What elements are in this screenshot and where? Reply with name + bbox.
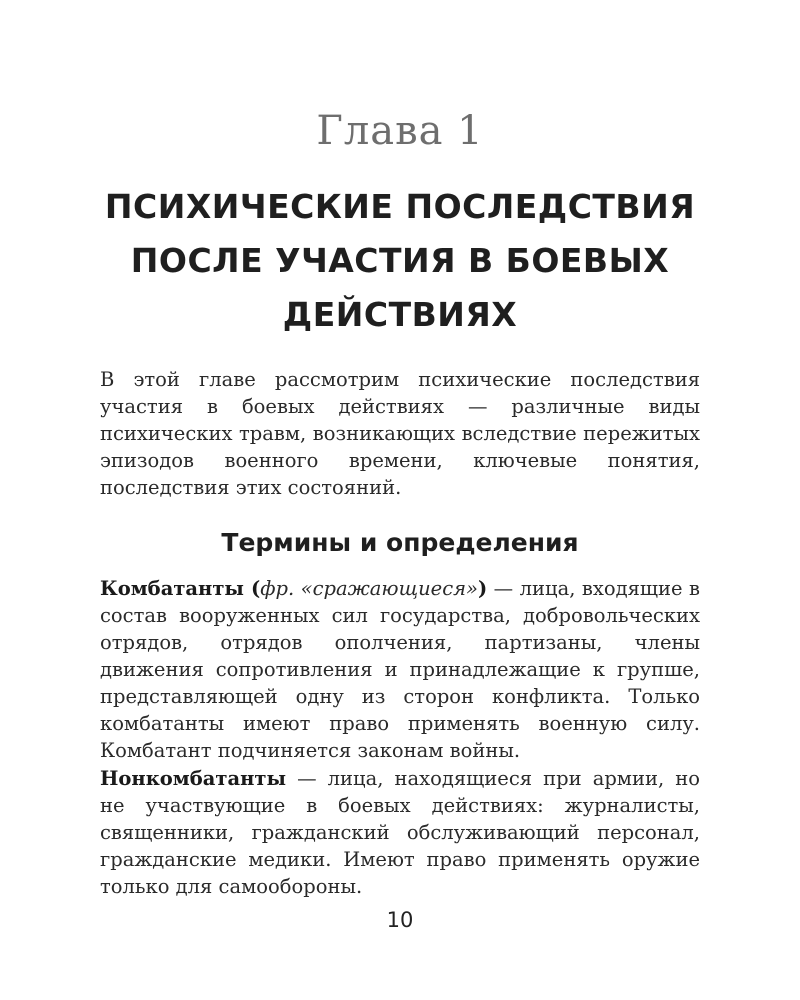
intro-paragraph: В этой главе рассмотрим психические последствия участия в боевых действиях — различные виды психических травм, возникающих вследствие пережитых эпизодов военного времени, ключевые понятия, последствия этих состояний. bbox=[100, 368, 700, 499]
definition-paragraph-combatants bbox=[100, 575, 700, 764]
term-name: Нонкомбатанты bbox=[100, 767, 286, 790]
term-name: Комбатанты bbox=[100, 577, 244, 600]
chapter-label: Глава 1 bbox=[316, 108, 484, 154]
chapter-title-line: ПСИХИЧЕСКИЕ ПОСЛЕДСТВИЯ bbox=[104, 187, 696, 226]
chapter-title-line: ДЕЙСТВИЯХ bbox=[282, 295, 518, 334]
chapter-title bbox=[100, 180, 700, 342]
definition-paragraph-noncombatants bbox=[100, 765, 700, 900]
term-paren-close: ) bbox=[477, 577, 488, 600]
term-origin: фр. «сражающиеся» bbox=[260, 577, 478, 600]
term-definition: — лица, находящиеся при армии, но не участвующие в боевых действиях: журналисты, священники, гражданский обслуживающий персонал, гражданские медики. Имеют право применять оружие только для самообороны. bbox=[100, 767, 700, 898]
page-number: 10 bbox=[386, 908, 414, 932]
term-paren-open: ( bbox=[243, 577, 261, 600]
term-definition: — лица, входящие в состав вооруженных сил государства, добровольческих отрядов, отрядов ополчения, партизаны, члены движения сопротивления и принадлежащие к групше, представляющей одну из сторон конфликта. Только комбатанты имеют право применять военную силу. Комбатант подчиняется законам войны. bbox=[100, 577, 700, 762]
section-heading: Термины и определения bbox=[221, 528, 579, 557]
chapter-title-line: ПОСЛЕ УЧАСТИЯ В БОЕВЫХ bbox=[130, 241, 670, 280]
